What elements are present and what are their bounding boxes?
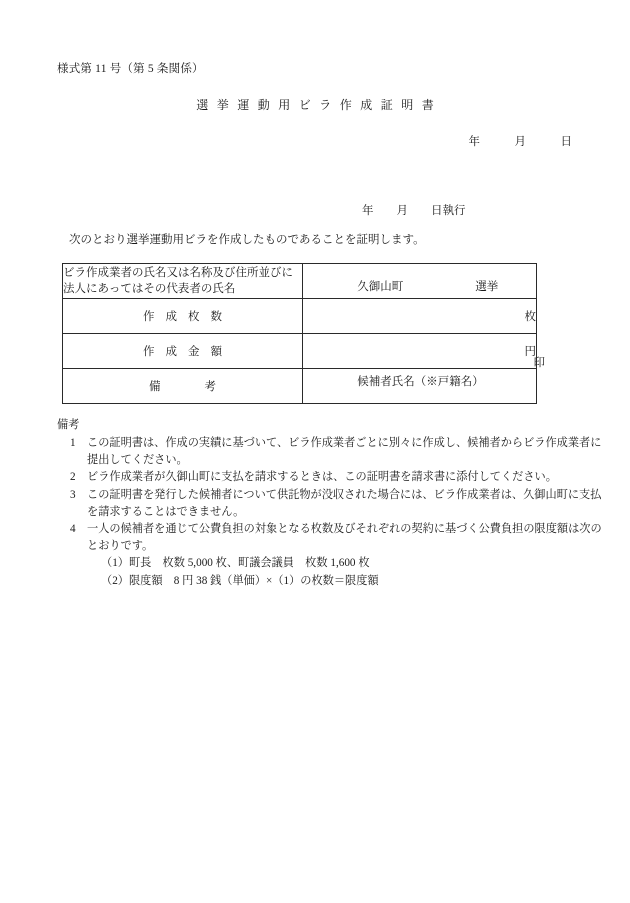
note-text: 一人の候補者を通じて公費負担の対象となる枚数及びそれぞれの契約に基づく公費負担の限度額は次のとおりです。 [87, 523, 602, 553]
table-row [63, 264, 537, 299]
row-unit-sheet-count[interactable]: 枚 [303, 299, 537, 334]
page-title: 選挙運動用ビラ作成証明書 [196, 98, 443, 112]
issue-date-line: 年 月 日 [468, 136, 572, 148]
note-number: 2 [70, 471, 76, 484]
execution-date: 年 月 日執行 [362, 205, 466, 217]
seal-label: 印 [533, 357, 545, 369]
row-value-remarks[interactable] [303, 369, 537, 404]
row-label-remarks: 備考 [63, 369, 303, 404]
table-row [63, 369, 537, 404]
note-text: この証明書を発行した候補者について供託物が没収された場合には、ビラ作成業者は、久御山町に支払を請求することはできません。 [87, 488, 602, 518]
election-label: 選挙 [475, 281, 499, 293]
note-number: 3 [70, 488, 76, 501]
list-item [57, 487, 602, 521]
note-text: この証明書は、作成の実績に基づいて、ビラ作成業者ごとに別々に作成し、候補者からビラ作成業者に提出してください。 [87, 437, 602, 467]
row-label-printer-info: ビラ作成業者の氏名又は名称及び住所並びに法人にあってはその代表者の氏名 [63, 264, 303, 299]
candidate-name-label: 候補者氏名（※戸籍名） [357, 376, 484, 388]
list-item [57, 435, 602, 469]
row-label-sheet-count: 作成枚数 [63, 299, 303, 334]
municipality-name: 久御山町 [357, 281, 404, 293]
certificate-table [62, 263, 537, 404]
notes-section [57, 417, 602, 590]
sub-list-item-1: （1）町長 枚数 5,000 枚、町議会議員 枚数 1,600 枚 [101, 557, 370, 570]
notes-heading: 備考 [57, 419, 80, 431]
note-text: ビラ作成業者が久御山町に支払を請求するときは、この証明書を請求書に添付してください。 [87, 471, 557, 484]
note-number: 1 [70, 437, 76, 449]
sub-list-item-2: （2）限度額 8 円 38 銭（単価）×（1）の枚数＝限度額 [101, 574, 379, 587]
note-number: 4 [70, 523, 76, 536]
table-row [63, 299, 537, 334]
table-row [63, 334, 537, 369]
row-label-amount: 作成金額 [63, 334, 303, 369]
row-unit-amount[interactable]: 円 [303, 334, 537, 369]
row-value-printer-info[interactable] [303, 264, 537, 299]
certification-statement: 次のとおり選挙運動用ビラを作成したものであることを証明します。 [69, 234, 425, 246]
list-item [57, 521, 602, 555]
list-item [57, 469, 602, 486]
form-number: 様式第 11 号（第 5 条関係） [57, 63, 204, 75]
